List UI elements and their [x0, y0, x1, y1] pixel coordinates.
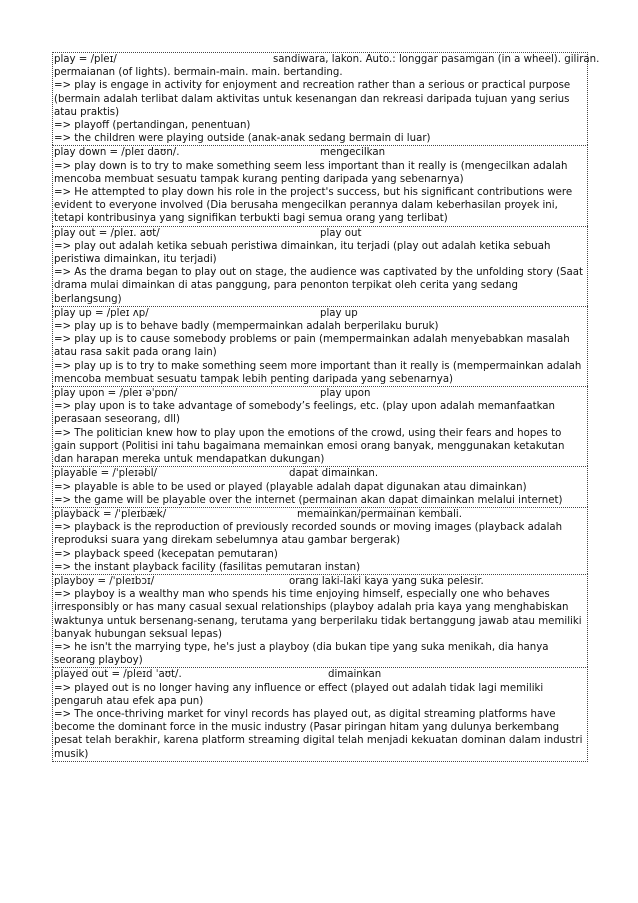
entry-headword-line [54, 668, 586, 681]
entry-headword-line [54, 575, 586, 588]
entry-headword: play upon = /pleɪ əˈpɒn/ [54, 388, 178, 400]
entry-text-line: => he isn't the marrying type, he's just a playboy (dia bukan tipe yang suka menikah, dia hanya seorang playboy) [54, 641, 549, 667]
dictionary-entry [52, 667, 588, 761]
entry-gloss: play out [320, 227, 362, 239]
entry-text-line: => playback is the reproduction of previously recorded sounds or moving images (playback adalah reproduksi suara yang direkam sebelumnya atau gambar bergerak) [54, 522, 563, 547]
entry-headword: play up = /pleɪ ʌp/ [54, 307, 149, 319]
entry-text-line: => play up is to cause somebody problems or pain (mempermainkan adalah menyebabkan masalah atau rasa sakit pada orang lain) [54, 334, 570, 359]
dictionary-entry [52, 145, 588, 225]
entry-text-line: => play up is to behave badly (mempermainkan adalah berperilaku buruk) [54, 321, 439, 333]
dictionary-entry [52, 507, 588, 574]
entry-text-line: => the game will be playable over the internet (permainan akan dapat dimainkan melalui internet) [54, 494, 563, 506]
dictionary-entry [52, 386, 588, 466]
entry-text-line: => playable is able to be used or played (playable adalah dapat digunakan atau dimainkan) [54, 481, 527, 493]
entry-headword-line [54, 53, 600, 66]
entry-text-line: => the children were playing outside (anak-anak sedang bermain di luar) [54, 133, 431, 145]
entry-text-line: => the instant playback facility (fasilitas pemutaran instan) [54, 561, 361, 573]
entry-headword: play down = /pleɪ daʊn/. [54, 147, 180, 159]
dictionary-entry [52, 52, 600, 145]
entry-text-line: permaianan (of lights). bermain-main. main. bertanding. [54, 67, 343, 79]
entry-text-line: => playback speed (kecepatan pemutaran) [54, 548, 278, 560]
entry-gloss: orang laki-laki kaya yang suka pelesir. [289, 575, 484, 587]
entry-text-line: => play is engage in activity for enjoyment and recreation rather than a serious or practical purpose (bermain adalah terlibat dalam aktivitas untuk kesenangan dan rekreasi daripada tujuan yang serius atau praktis) [54, 80, 571, 118]
entry-headword-line [54, 508, 586, 521]
entry-gloss: sandiwara, lakon. Auto.: longgar pasamgan (in a wheel). giliran. [273, 54, 600, 65]
entry-text-line: => played out is no longer having any influence or effect (played out adalah tidak lagi memiliki pengaruh atau efek apa pun) [54, 682, 544, 707]
entry-headword-line [54, 387, 586, 400]
entry-text-line: => play upon is to take advantage of somebody’s feelings, etc. (play upon adalah memanfaatkan perasaan seseorang, dll) [54, 401, 555, 426]
dictionary-entry [52, 574, 588, 667]
entry-gloss: dimainkan [328, 669, 382, 681]
entry-text-line: => As the drama began to play out on stage, the audience was captivated by the unfolding story (Saat drama mulai dimainkan di atas panggung, para penonton terpikat oleh cerita yang sedang berlangsung) [54, 267, 584, 305]
entry-text-line: => playboy is a wealthy man who spends his time enjoying himself, especially one who behaves irresponsibly or has many casual sexual relationships (playboy adalah pria kaya yang menghabiskan waktunya untuk bersenang-senang, terutama yang berperilaku tidak bertanggung jawab atau memiliki banyak hubungan seksual lepas) [54, 589, 582, 640]
entry-gloss: dapat dimainkan. [289, 468, 379, 480]
entry-gloss: play upon [320, 388, 371, 400]
entry-text-line: => The politician knew how to play upon the emotions of the crowd, using their fears and hopes to gain support (Politisi ini tahu bagaimana memainkan emosi orang banyak, menggunakan ketakutan dan harapan mereka untuk mendapatkan dukungan) [54, 427, 565, 466]
entry-headword: played out = /pleɪd ˈaʊt/. [54, 669, 182, 681]
dictionary-entry [52, 466, 588, 507]
entry-headword: playboy = /ˈpleɪbɔɪ/ [54, 575, 155, 587]
entry-text-line: => playoff (pertandingan, penentuan) [54, 120, 251, 132]
dictionary-page [52, 52, 600, 762]
entry-text-line: => play up is to try to make something seem more important than it really is (mempermainkan adalah mencoba membuat sesuatu tampak lebih penting daripada yang sebenarnya) [54, 360, 582, 385]
entry-headword: play out = /pleɪ. aʊt/ [54, 227, 160, 239]
entry-headword: play = /pleɪ/ [54, 54, 117, 65]
entry-headword-line [54, 146, 586, 159]
entry-headword-line [54, 467, 586, 480]
dictionary-entry [52, 226, 588, 306]
entry-headword-line [54, 307, 586, 320]
entry-headword: playable = /ˈpleɪəbl/ [54, 468, 157, 480]
entry-gloss: memainkan/permainan kembali. [297, 508, 462, 520]
entry-gloss: mengecilkan [320, 147, 386, 159]
entry-gloss: play up [320, 307, 358, 319]
entry-headword: playback = /ˈpleɪbæk/ [54, 508, 167, 520]
entry-text-line: => play out adalah ketika sebuah peristiwa dimainkan, itu terjadi (play out adalah ketika sebuah peristiwa dimainkan, itu terjadi) [54, 240, 551, 266]
entry-text-line: => play down is to try to make something seem less important than it really is (mengecilkan adalah mencoba membuat sesuatu tampak kurang penting daripada yang sebenarnya) [54, 160, 568, 185]
entry-headword-line [54, 227, 586, 240]
entry-text-line: => The once-thriving market for vinyl records has played out, as digital streaming platforms have become the dominant force in the music industry (Pasar piringan hitam yang dulunya berkembang pesat telah berakhir, karena platform streaming digital telah menjadi kekuatan dominan dalam industri musik) [54, 708, 583, 760]
entry-text-line: => He attempted to play down his role in the project's success, but his significant contributions were evident to everyone involved (Dia berusaha mengecilkan perannya dalam keberhasilan proyek ini, tetapi kontribusinya yang signifikan terbukti bagi semua orang yang terlibat) [54, 187, 573, 225]
dictionary-entry [52, 306, 588, 386]
